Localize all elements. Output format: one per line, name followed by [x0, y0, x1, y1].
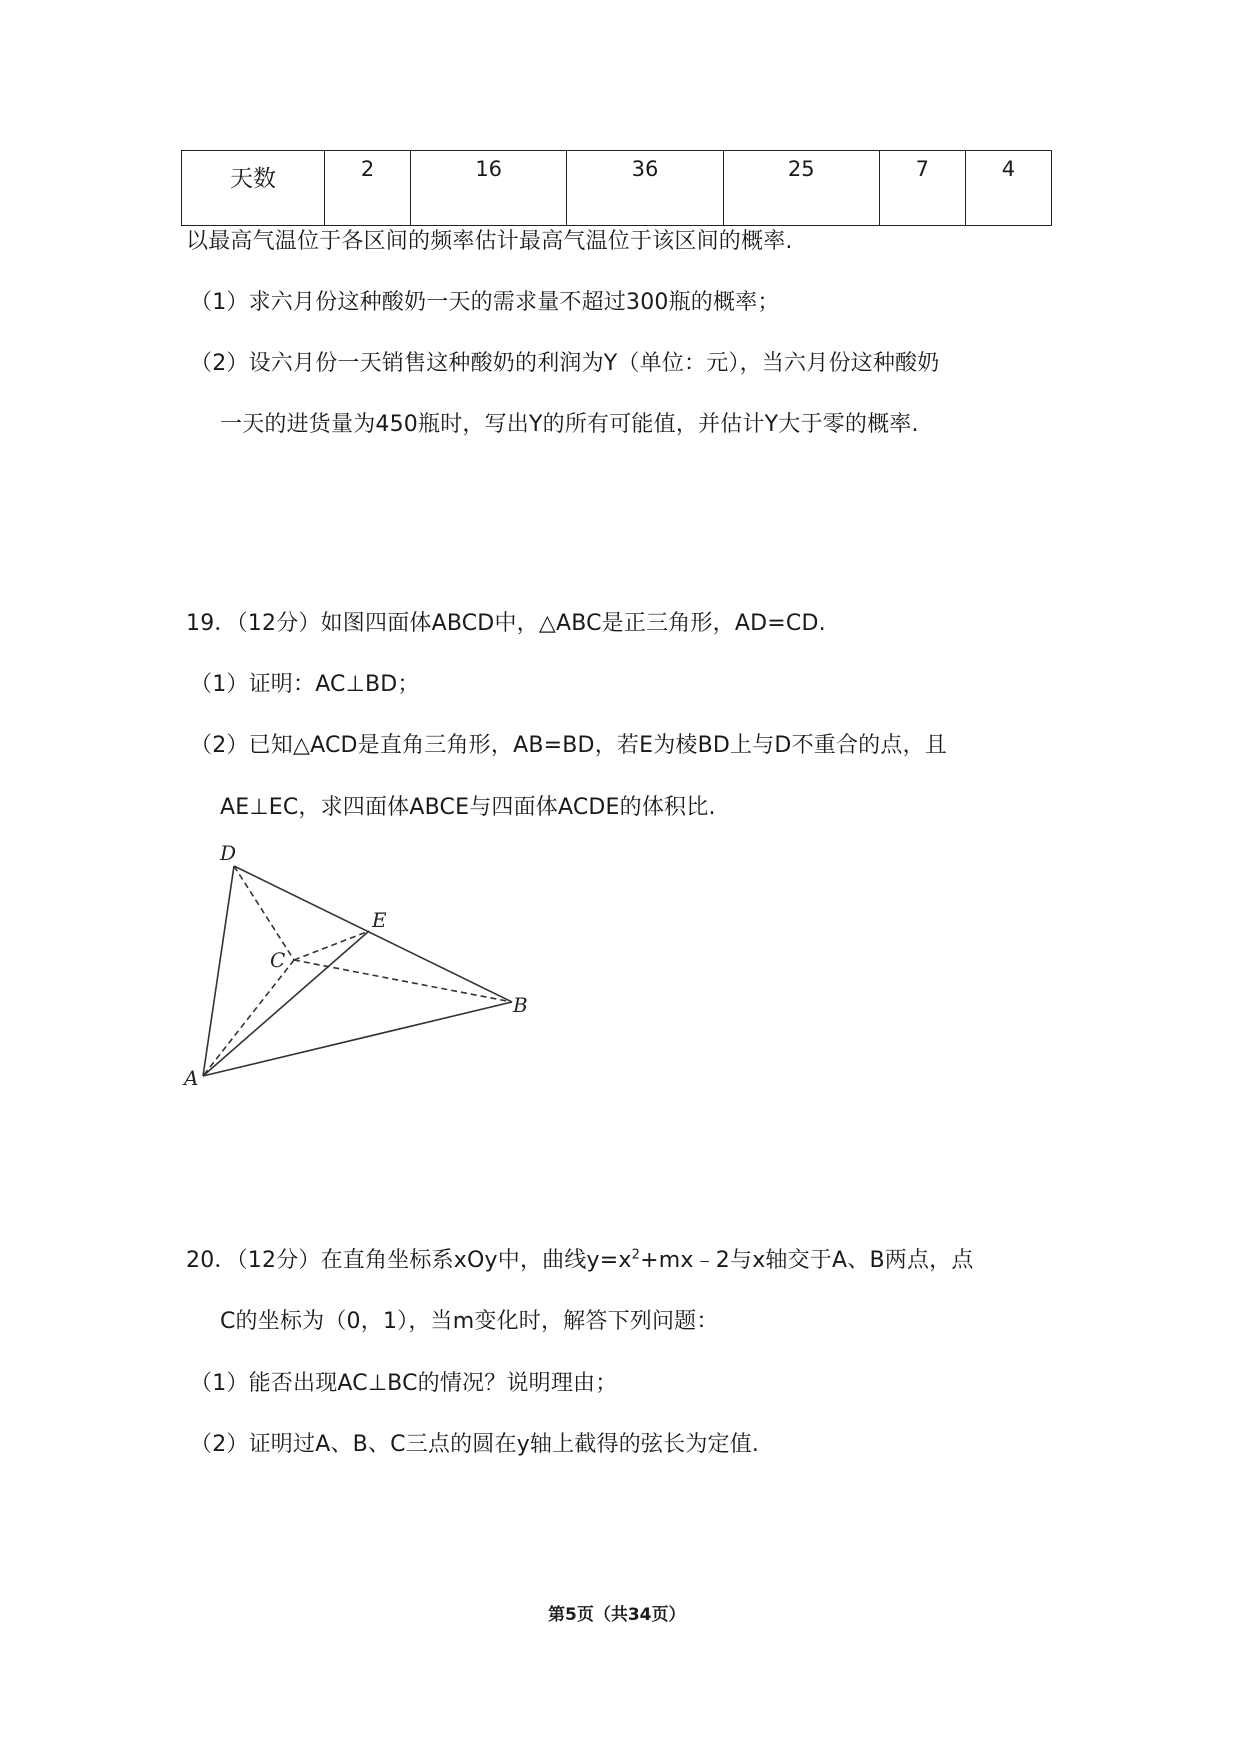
row-label-cell: 天数 [182, 151, 325, 226]
q19-part1: （1）证明：AC⊥BD； [190, 672, 420, 697]
q18-part1: （1）求六月份这种酸奶一天的需求量不超过300瓶的概率； [190, 290, 780, 315]
vertex-label-e: E [372, 908, 387, 932]
q20-exponent: 2 [631, 1247, 641, 1263]
q18-intro: 以最高气温位于各区间的频率估计最高气温位于该区间的概率. [186, 229, 793, 254]
q20-stem-post: +mx﹣2与x轴交于A、B两点，点 [640, 1248, 974, 1273]
q19-stem: 19．（12分）如图四面体ABCD中，△ABC是正三角形，AD=CD. [186, 611, 826, 636]
q20-part1: （1）能否出现AC⊥BC的情况？说明理由； [190, 1371, 618, 1396]
vertex-label-d: D [220, 841, 237, 865]
q19-part2-line1: （2）已知△ACD是直角三角形，AB=BD，若E为棱BD上与D不重合的点，且 [190, 733, 947, 758]
q18-part2-line2: 一天的进货量为450瓶时，写出Y的所有可能值，并估计Y大于零的概率. [220, 412, 919, 437]
temperature-days-table [181, 150, 1052, 226]
page-number-footer: 第5页（共34页） [548, 1605, 686, 1625]
tetrahedron-figure [170, 830, 550, 1090]
q20-part2: （2）证明过A、B、C三点的圆在y轴上截得的弦长为定值. [190, 1432, 760, 1457]
q20-stem-line2: C的坐标为（0，1），当m变化时，解答下列问题： [220, 1309, 719, 1334]
q18-part2-line1: （2）设六月份一天销售这种酸奶的利润为Y（单位：元），当六月份这种酸奶 [190, 351, 940, 376]
table-cell: 2 [325, 151, 411, 226]
vertex-label-a: A [184, 1066, 199, 1090]
table-cell: 7 [879, 151, 965, 226]
table-cell: 16 [411, 151, 567, 226]
table-row [182, 151, 1052, 226]
vertex-label-c: C [270, 948, 286, 972]
table-cell: 25 [723, 151, 879, 226]
q20-stem [186, 1243, 974, 1274]
table-cell: 4 [965, 151, 1051, 226]
q19-part2-line2: AE⊥EC，求四面体ABCE与四面体ACDE的体积比. [220, 795, 716, 820]
q20-stem-pre: 20．（12分）在直角坐标系xOy中，曲线y=x [186, 1248, 632, 1273]
vertex-label-b: B [513, 993, 528, 1017]
table-cell: 36 [567, 151, 723, 226]
